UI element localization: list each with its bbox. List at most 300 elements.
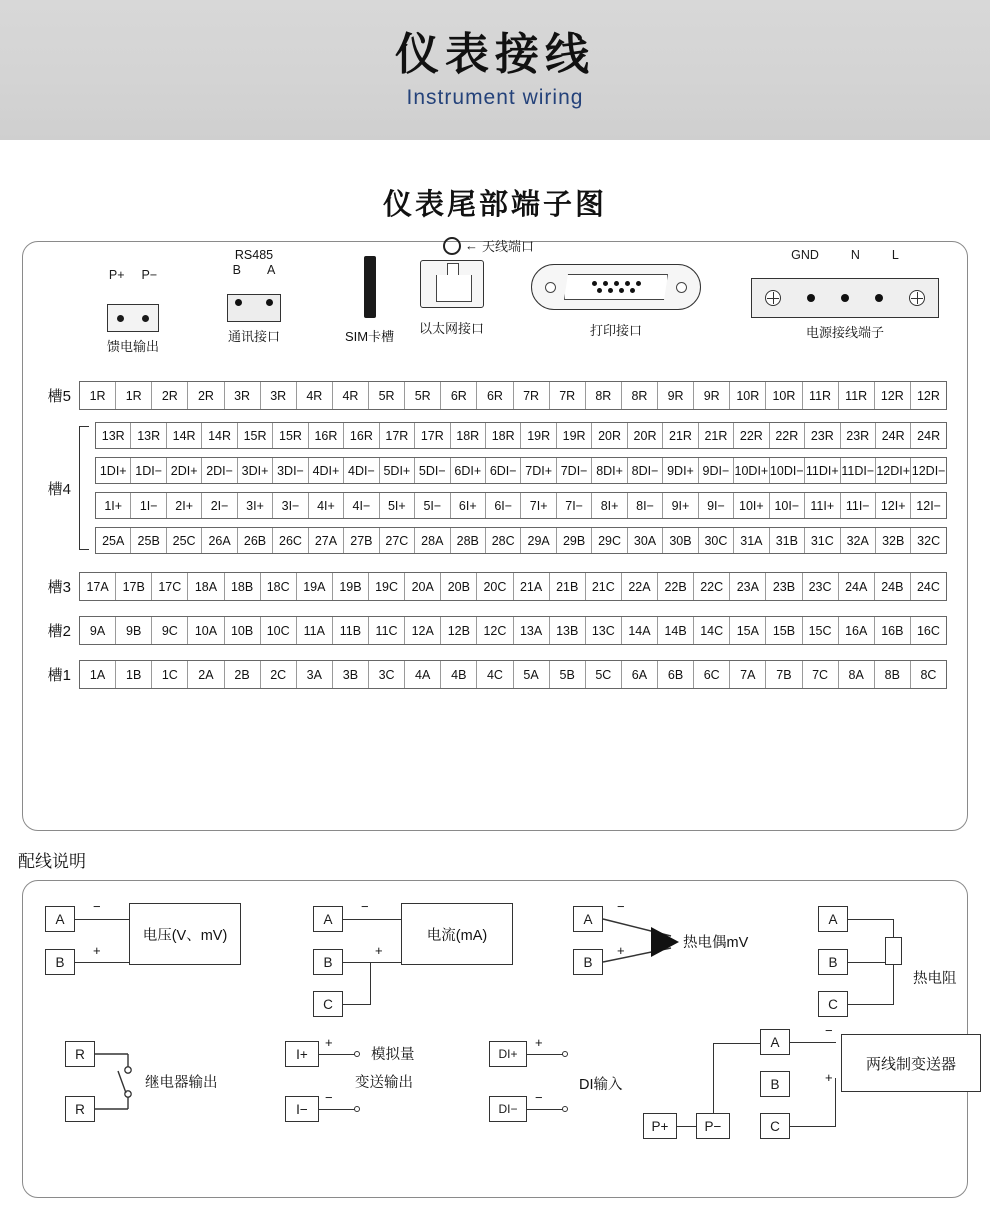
terminal-cell: 14R	[167, 423, 202, 448]
di-terminal-minus: DI−	[489, 1096, 527, 1122]
rj45-tab	[447, 263, 459, 275]
di-wire-top	[527, 1054, 563, 1055]
terminal-cell: 7DI+	[521, 458, 556, 483]
terminal-cell: 2DI+	[167, 458, 202, 483]
terminal-cell: 7C	[803, 661, 839, 688]
terminal-cell: 23C	[803, 573, 839, 600]
comm-pin-a: A	[267, 263, 276, 277]
power-terminal-connector	[751, 248, 939, 341]
slot4-strip-abc	[95, 527, 947, 554]
rs485-label: RS485	[234, 248, 274, 262]
terminal-cell: 8A	[839, 661, 875, 688]
rtd-terminal-b: B	[818, 949, 848, 975]
comm-terminal-dot	[266, 299, 273, 306]
terminal-cell: 10DI+	[734, 458, 769, 483]
terminal-cell: 27C	[380, 528, 415, 553]
transmitter-box: 两线制变送器	[841, 1034, 981, 1092]
terminal-cell: 5R	[405, 382, 441, 409]
terminal-cell: 21A	[514, 573, 550, 600]
transmitter-terminal-c: C	[760, 1113, 790, 1139]
terminal-cell: 23R	[841, 423, 876, 448]
terminal-cell: 4R	[333, 382, 369, 409]
terminal-cell: 3DI+	[238, 458, 273, 483]
terminal-cell: 2I−	[202, 493, 237, 518]
thermocouple-sign-minus: −	[617, 899, 625, 914]
comm-terminal-dot	[235, 299, 242, 306]
terminal-cell: 16C	[916, 623, 940, 638]
comm-port-block	[227, 294, 281, 322]
terminal-cell: 9R	[694, 382, 730, 409]
terminal-cell: 25B	[131, 528, 166, 553]
terminal-cell: 18R	[451, 423, 486, 448]
terminal-cell: 23B	[766, 573, 802, 600]
terminal-cell: 26B	[238, 528, 273, 553]
terminal-cell: 30B	[663, 528, 698, 553]
db9-screw-hole-right	[676, 282, 687, 293]
terminal-cell: 7B	[766, 661, 802, 688]
terminal-cell: 2I+	[167, 493, 202, 518]
terminal-cell: 13C	[586, 617, 622, 644]
terminal-cell: 20C	[477, 573, 513, 600]
terminal-cell: 31B	[770, 528, 805, 553]
terminal-cell: 28B	[451, 528, 486, 553]
terminal-cell: 12C	[477, 617, 513, 644]
analog-wire-bottom	[319, 1109, 355, 1110]
thermocouple-terminal-b: B	[573, 949, 603, 975]
relay-terminal-r-bottom: R	[65, 1096, 95, 1122]
terminal-cell: 4DI−	[344, 458, 379, 483]
terminal-cell: 5DI−	[415, 458, 450, 483]
terminal-cell: 2A	[188, 661, 224, 688]
terminal-cell: 22R	[770, 423, 805, 448]
terminal-cell: 26C	[273, 528, 308, 553]
terminal-cell: 11R	[803, 382, 839, 409]
terminal-cell: 1R	[80, 382, 116, 409]
terminal-cell: 15A	[730, 617, 766, 644]
slot4-bracket	[79, 426, 89, 550]
transmitter-wire-a-right	[790, 1042, 836, 1043]
power-pin-l: L	[891, 248, 899, 262]
power-screw-right	[909, 290, 925, 306]
terminal-cell: 17R	[415, 423, 450, 448]
transmitter-terminal-p-minus: P−	[696, 1113, 730, 1139]
terminal-cell: 8DI+	[592, 458, 627, 483]
terminal-cell: 4R	[297, 382, 333, 409]
terminal-cell: 17C	[152, 573, 188, 600]
power-screw-left	[765, 290, 781, 306]
terminal-cell: 10R	[730, 382, 766, 409]
terminal-cell: 15B	[766, 617, 802, 644]
terminal-cell: 13R	[96, 423, 131, 448]
terminal-cell: 12DI+	[876, 458, 911, 483]
slot1-strip	[79, 660, 947, 689]
feed-output-terminal-dot	[117, 315, 124, 322]
terminal-cell: 6A	[622, 661, 658, 688]
terminal-cell: 6B	[658, 661, 694, 688]
slot5-row	[23, 381, 967, 410]
slot2-row	[23, 616, 967, 645]
terminal-cell: 10I−	[770, 493, 805, 518]
terminal-cell: 3I−	[273, 493, 308, 518]
terminal-cell: 12R	[875, 382, 911, 409]
terminal-cell: 14A	[622, 617, 658, 644]
terminal-cell: 10DI−	[770, 458, 805, 483]
terminal-cell: 6I+	[451, 493, 486, 518]
terminal-cell: 1I+	[96, 493, 131, 518]
terminal-cell: 5I+	[380, 493, 415, 518]
terminal-cell: 11C	[369, 617, 405, 644]
terminal-cell: 23R	[805, 423, 840, 448]
terminal-cell: 8B	[875, 661, 911, 688]
terminal-cell: 14C	[694, 617, 730, 644]
terminal-cell: 29B	[557, 528, 592, 553]
terminal-cell: 29C	[592, 528, 627, 553]
current-terminal-b: B	[313, 949, 343, 975]
terminal-cell: 19R	[557, 423, 592, 448]
transmitter-wire-a	[713, 1043, 760, 1044]
terminal-cell: 26A	[202, 528, 237, 553]
terminal-cell: 9B	[116, 617, 152, 644]
transmitter-wire-right-down	[835, 1078, 836, 1126]
transmitter-sign-minus: −	[825, 1023, 833, 1038]
terminal-cell: 14R	[202, 423, 237, 448]
di-node-top	[562, 1051, 568, 1057]
voltage-box: 电压(V、mV)	[129, 903, 241, 965]
di-terminal-plus: DI+	[489, 1041, 527, 1067]
current-terminal-a: A	[313, 906, 343, 932]
terminal-cell: 32B	[876, 528, 911, 553]
terminal-cell: 30C	[699, 528, 734, 553]
terminal-cell: 25C	[167, 528, 202, 553]
terminal-cell: 7I−	[557, 493, 592, 518]
antenna-arrow-icon: ←	[465, 238, 478, 253]
terminal-cell: 6C	[694, 661, 730, 688]
db9-shell	[564, 274, 668, 300]
terminal-cell: 22R	[734, 423, 769, 448]
terminal-cell: 1A	[80, 661, 116, 688]
comm-port-connector	[227, 248, 281, 345]
terminal-cell: 4C	[477, 661, 513, 688]
terminal-cell: 4I−	[344, 493, 379, 518]
slot5-strip	[79, 381, 947, 410]
terminal-cell: 2B	[225, 661, 261, 688]
terminal-cell: 28A	[415, 528, 450, 553]
terminal-cell: 7R	[550, 382, 586, 409]
comm-pin-b: B	[232, 263, 241, 277]
voltage-terminal-b: B	[45, 949, 75, 975]
terminal-cell: 10A	[188, 617, 224, 644]
terminal-cell: 12DI−	[911, 463, 946, 478]
terminal-cell: 24A	[839, 573, 875, 600]
terminal-cell: 4A	[405, 661, 441, 688]
terminal-cell: 1B	[116, 661, 152, 688]
terminal-cell: 4I+	[309, 493, 344, 518]
ethernet-label: 以太网接口	[419, 321, 485, 336]
analog-sign-minus: −	[325, 1090, 333, 1105]
terminal-cell: 13B	[550, 617, 586, 644]
terminal-cell: 11DI+	[805, 458, 840, 483]
section-title: 仪表尾部端子图	[382, 189, 607, 221]
current-terminal-c: C	[313, 991, 343, 1017]
terminal-cell: 10C	[261, 617, 297, 644]
transmitter-terminal-b: B	[760, 1071, 790, 1097]
current-sign-plus: +	[375, 943, 383, 958]
printer-label: 打印接口	[589, 323, 642, 338]
current-box: 电流(mA)	[401, 903, 513, 965]
terminal-cell: 18R	[486, 423, 521, 448]
thermocouple-terminal-a: A	[573, 906, 603, 932]
terminal-cell: 13A	[514, 617, 550, 644]
terminal-cell: 19A	[297, 573, 333, 600]
db9-screw-hole-left	[545, 282, 556, 293]
terminal-cell: 22A	[622, 573, 658, 600]
terminal-cell: 20A	[405, 573, 441, 600]
slot4-strip-r	[95, 422, 947, 449]
terminal-cell: 19R	[521, 423, 556, 448]
feed-output-label: 馈电输出	[107, 339, 160, 354]
feed-output-pin-p-plus: P+	[108, 268, 125, 282]
terminal-cell: 27A	[309, 528, 344, 553]
analog-wire-top	[319, 1054, 355, 1055]
terminal-cell: 21R	[699, 423, 734, 448]
db9-pin-row-bottom	[597, 288, 635, 293]
terminal-cell: 31A	[734, 528, 769, 553]
terminal-cell: 10I+	[734, 493, 769, 518]
di-node-bottom	[562, 1106, 568, 1112]
terminal-cell: 9I−	[699, 493, 734, 518]
terminal-cell: 16R	[309, 423, 344, 448]
sim-slot-connector	[345, 256, 394, 345]
slot5-label: 槽5	[47, 388, 71, 405]
slot1-row	[23, 660, 967, 689]
terminal-cell: 8R	[586, 382, 622, 409]
terminal-cell: 5I−	[415, 493, 450, 518]
analog-output-label-line2: 变送输出	[355, 1075, 413, 1091]
slot2-label: 槽2	[47, 623, 71, 640]
terminal-cell: 24B	[875, 573, 911, 600]
di-input-label: DI输入	[579, 1077, 623, 1093]
transmitter-wire-c-right	[790, 1126, 836, 1127]
terminal-cell: 13R	[131, 423, 166, 448]
terminal-cell: 21B	[550, 573, 586, 600]
terminal-cell: 21R	[663, 423, 698, 448]
terminal-cell: 3A	[297, 661, 333, 688]
terminal-cell: 12I+	[876, 493, 911, 518]
transmitter-wire-p	[677, 1126, 696, 1127]
analog-node-top	[354, 1051, 360, 1057]
terminal-cell: 1I−	[131, 493, 166, 518]
rj45-icon	[420, 260, 484, 308]
terminal-cell: 9C	[152, 617, 188, 644]
terminal-cell: 2C	[261, 661, 297, 688]
power-terminal-label: 电源接线端子	[805, 325, 884, 340]
terminal-cell: 3R	[225, 382, 261, 409]
terminal-cell: 7DI−	[557, 458, 592, 483]
terminal-cell: 30A	[628, 528, 663, 553]
terminal-cell: 6DI−	[486, 458, 521, 483]
rtd-label: 热电阻	[913, 971, 957, 987]
comm-port-label: 通讯接口	[227, 329, 280, 344]
terminal-cell: 6R	[477, 382, 513, 409]
di-wire-bottom	[527, 1109, 563, 1110]
page-banner	[0, 0, 990, 140]
terminal-cell: 10R	[766, 382, 802, 409]
terminal-cell: 5C	[586, 661, 622, 688]
terminal-cell: 12B	[441, 617, 477, 644]
terminal-cell: 5R	[369, 382, 405, 409]
terminal-cell: 7A	[730, 661, 766, 688]
terminal-cell: 18B	[225, 573, 261, 600]
terminal-cell: 8I−	[628, 493, 663, 518]
transmitter-terminal-a: A	[760, 1029, 790, 1055]
banner-title-en: Instrument wiring	[406, 86, 584, 110]
terminal-cell: 24R	[917, 428, 941, 443]
terminal-cell: 17A	[80, 573, 116, 600]
terminal-cell: 6DI+	[451, 458, 486, 483]
power-terminal-block	[751, 278, 939, 318]
terminal-cell: 20B	[441, 573, 477, 600]
banner-title-cn: 仪表接线	[395, 29, 595, 79]
terminal-cell: 3B	[333, 661, 369, 688]
terminal-cell: 3I+	[238, 493, 273, 518]
terminal-cell: 16B	[875, 617, 911, 644]
terminal-cell: 4B	[441, 661, 477, 688]
terminal-cell: 19B	[333, 573, 369, 600]
terminal-cell: 3R	[261, 382, 297, 409]
current-sign-minus: −	[361, 899, 369, 914]
slot4-group	[23, 422, 967, 554]
power-pin-n: N	[850, 248, 860, 262]
terminal-cell: 15R	[273, 423, 308, 448]
rtd-terminal-a: A	[818, 906, 848, 932]
terminal-diagram-panel	[22, 238, 968, 831]
terminal-cell: 23A	[730, 573, 766, 600]
terminal-cell: 20R	[592, 423, 627, 448]
terminal-cell: 4DI+	[309, 458, 344, 483]
terminal-cell: 32A	[841, 528, 876, 553]
terminal-cell: 2R	[152, 382, 188, 409]
terminal-cell: 3DI−	[273, 458, 308, 483]
voltage-terminal-a: A	[45, 906, 75, 932]
terminal-cell: 16R	[344, 423, 379, 448]
terminal-cell: 8C	[920, 667, 937, 682]
terminal-cell: 2DI−	[202, 458, 237, 483]
wiring-instructions-panel	[22, 880, 968, 1198]
terminal-cell: 10B	[225, 617, 261, 644]
db9-icon	[531, 264, 701, 310]
feed-output-pin-p-minus: P−	[141, 268, 158, 282]
terminal-cell: 21C	[586, 573, 622, 600]
terminal-cell: 9DI−	[699, 458, 734, 483]
terminal-cell: 24R	[876, 423, 911, 448]
terminal-cell: 15C	[803, 617, 839, 644]
terminal-cell: 11I−	[841, 493, 876, 518]
feed-output-block	[107, 304, 159, 332]
slot4-rows	[95, 422, 967, 554]
slot4-label: 槽4	[47, 480, 71, 498]
terminal-cell: 11I+	[805, 493, 840, 518]
power-terminal-dot	[875, 294, 883, 302]
terminal-cell: 25A	[96, 528, 131, 553]
transmitter-wire-up	[713, 1043, 714, 1113]
terminal-cell: 7R	[514, 382, 550, 409]
terminal-cell: 11B	[333, 617, 369, 644]
db9-pin-row-top	[592, 281, 641, 286]
terminal-cell: 6I−	[486, 493, 521, 518]
analog-terminal-i-minus: I−	[285, 1096, 319, 1122]
terminal-cell: 18A	[188, 573, 224, 600]
slot3-strip	[79, 572, 947, 601]
terminal-cell: 5A	[514, 661, 550, 688]
terminal-cell: 22C	[694, 573, 730, 600]
sim-slot-icon	[364, 256, 376, 318]
terminal-cell: 11R	[839, 382, 875, 409]
terminal-cell: 9A	[80, 617, 116, 644]
analog-node-bottom	[354, 1106, 360, 1112]
slot2-strip	[79, 616, 947, 645]
terminal-cell: 17R	[380, 423, 415, 448]
slot1-label: 槽1	[47, 667, 71, 684]
terminal-cell: 8I+	[592, 493, 627, 518]
analog-terminal-i-plus: I+	[285, 1041, 319, 1067]
terminal-cell: 12R	[916, 388, 940, 403]
terminal-cell: 7I+	[521, 493, 556, 518]
transmitter-sign-plus: +	[825, 1070, 833, 1085]
terminal-cell: 24C	[916, 579, 940, 594]
printer-connector	[531, 264, 701, 339]
terminal-cell: 1DI−	[131, 458, 166, 483]
feed-output-terminal-dot	[142, 315, 149, 322]
terminal-cell: 29A	[521, 528, 556, 553]
wiring-instructions-title: 配线说明	[18, 852, 86, 871]
terminal-cell: 12A	[405, 617, 441, 644]
sim-slot-label: SIM卡槽	[345, 329, 395, 344]
terminal-cell: 27B	[344, 528, 379, 553]
terminal-cell: 18C	[261, 573, 297, 600]
terminal-cell: 9I+	[663, 493, 698, 518]
analog-output-label-line1: 模拟量	[371, 1047, 415, 1063]
slot4-strip-i	[95, 492, 947, 519]
power-terminal-dot	[807, 294, 815, 302]
terminal-cell: 16A	[839, 617, 875, 644]
terminal-cell: 1DI+	[96, 458, 131, 483]
terminal-cell: 17B	[116, 573, 152, 600]
terminal-cell: 9R	[658, 382, 694, 409]
terminal-cell: 12I−	[916, 498, 941, 513]
top-connector-row	[23, 238, 967, 377]
rtd-terminal-c: C	[818, 991, 848, 1017]
terminal-cell: 2R	[188, 382, 224, 409]
thermocouple-sign-plus: +	[617, 943, 625, 958]
slot3-label: 槽3	[47, 579, 71, 596]
di-sign-plus: +	[535, 1035, 543, 1050]
feed-output-connector	[107, 268, 159, 355]
terminal-cell: 14B	[658, 617, 694, 644]
slot3-row	[23, 572, 967, 601]
terminal-cell: 15R	[238, 423, 273, 448]
terminal-cell: 20R	[628, 423, 663, 448]
slot4-strip-di	[95, 457, 947, 484]
terminal-cell: 6R	[441, 382, 477, 409]
di-sign-minus: −	[535, 1090, 543, 1105]
terminal-cell: 11DI−	[841, 458, 876, 483]
terminal-cell: 28C	[486, 528, 521, 553]
antenna-circle-icon	[443, 237, 461, 255]
terminal-cell: 11A	[297, 617, 333, 644]
terminal-cell: 5DI+	[380, 458, 415, 483]
antenna-port-label: 天线端口	[482, 239, 535, 254]
analog-sign-plus: +	[325, 1035, 333, 1050]
